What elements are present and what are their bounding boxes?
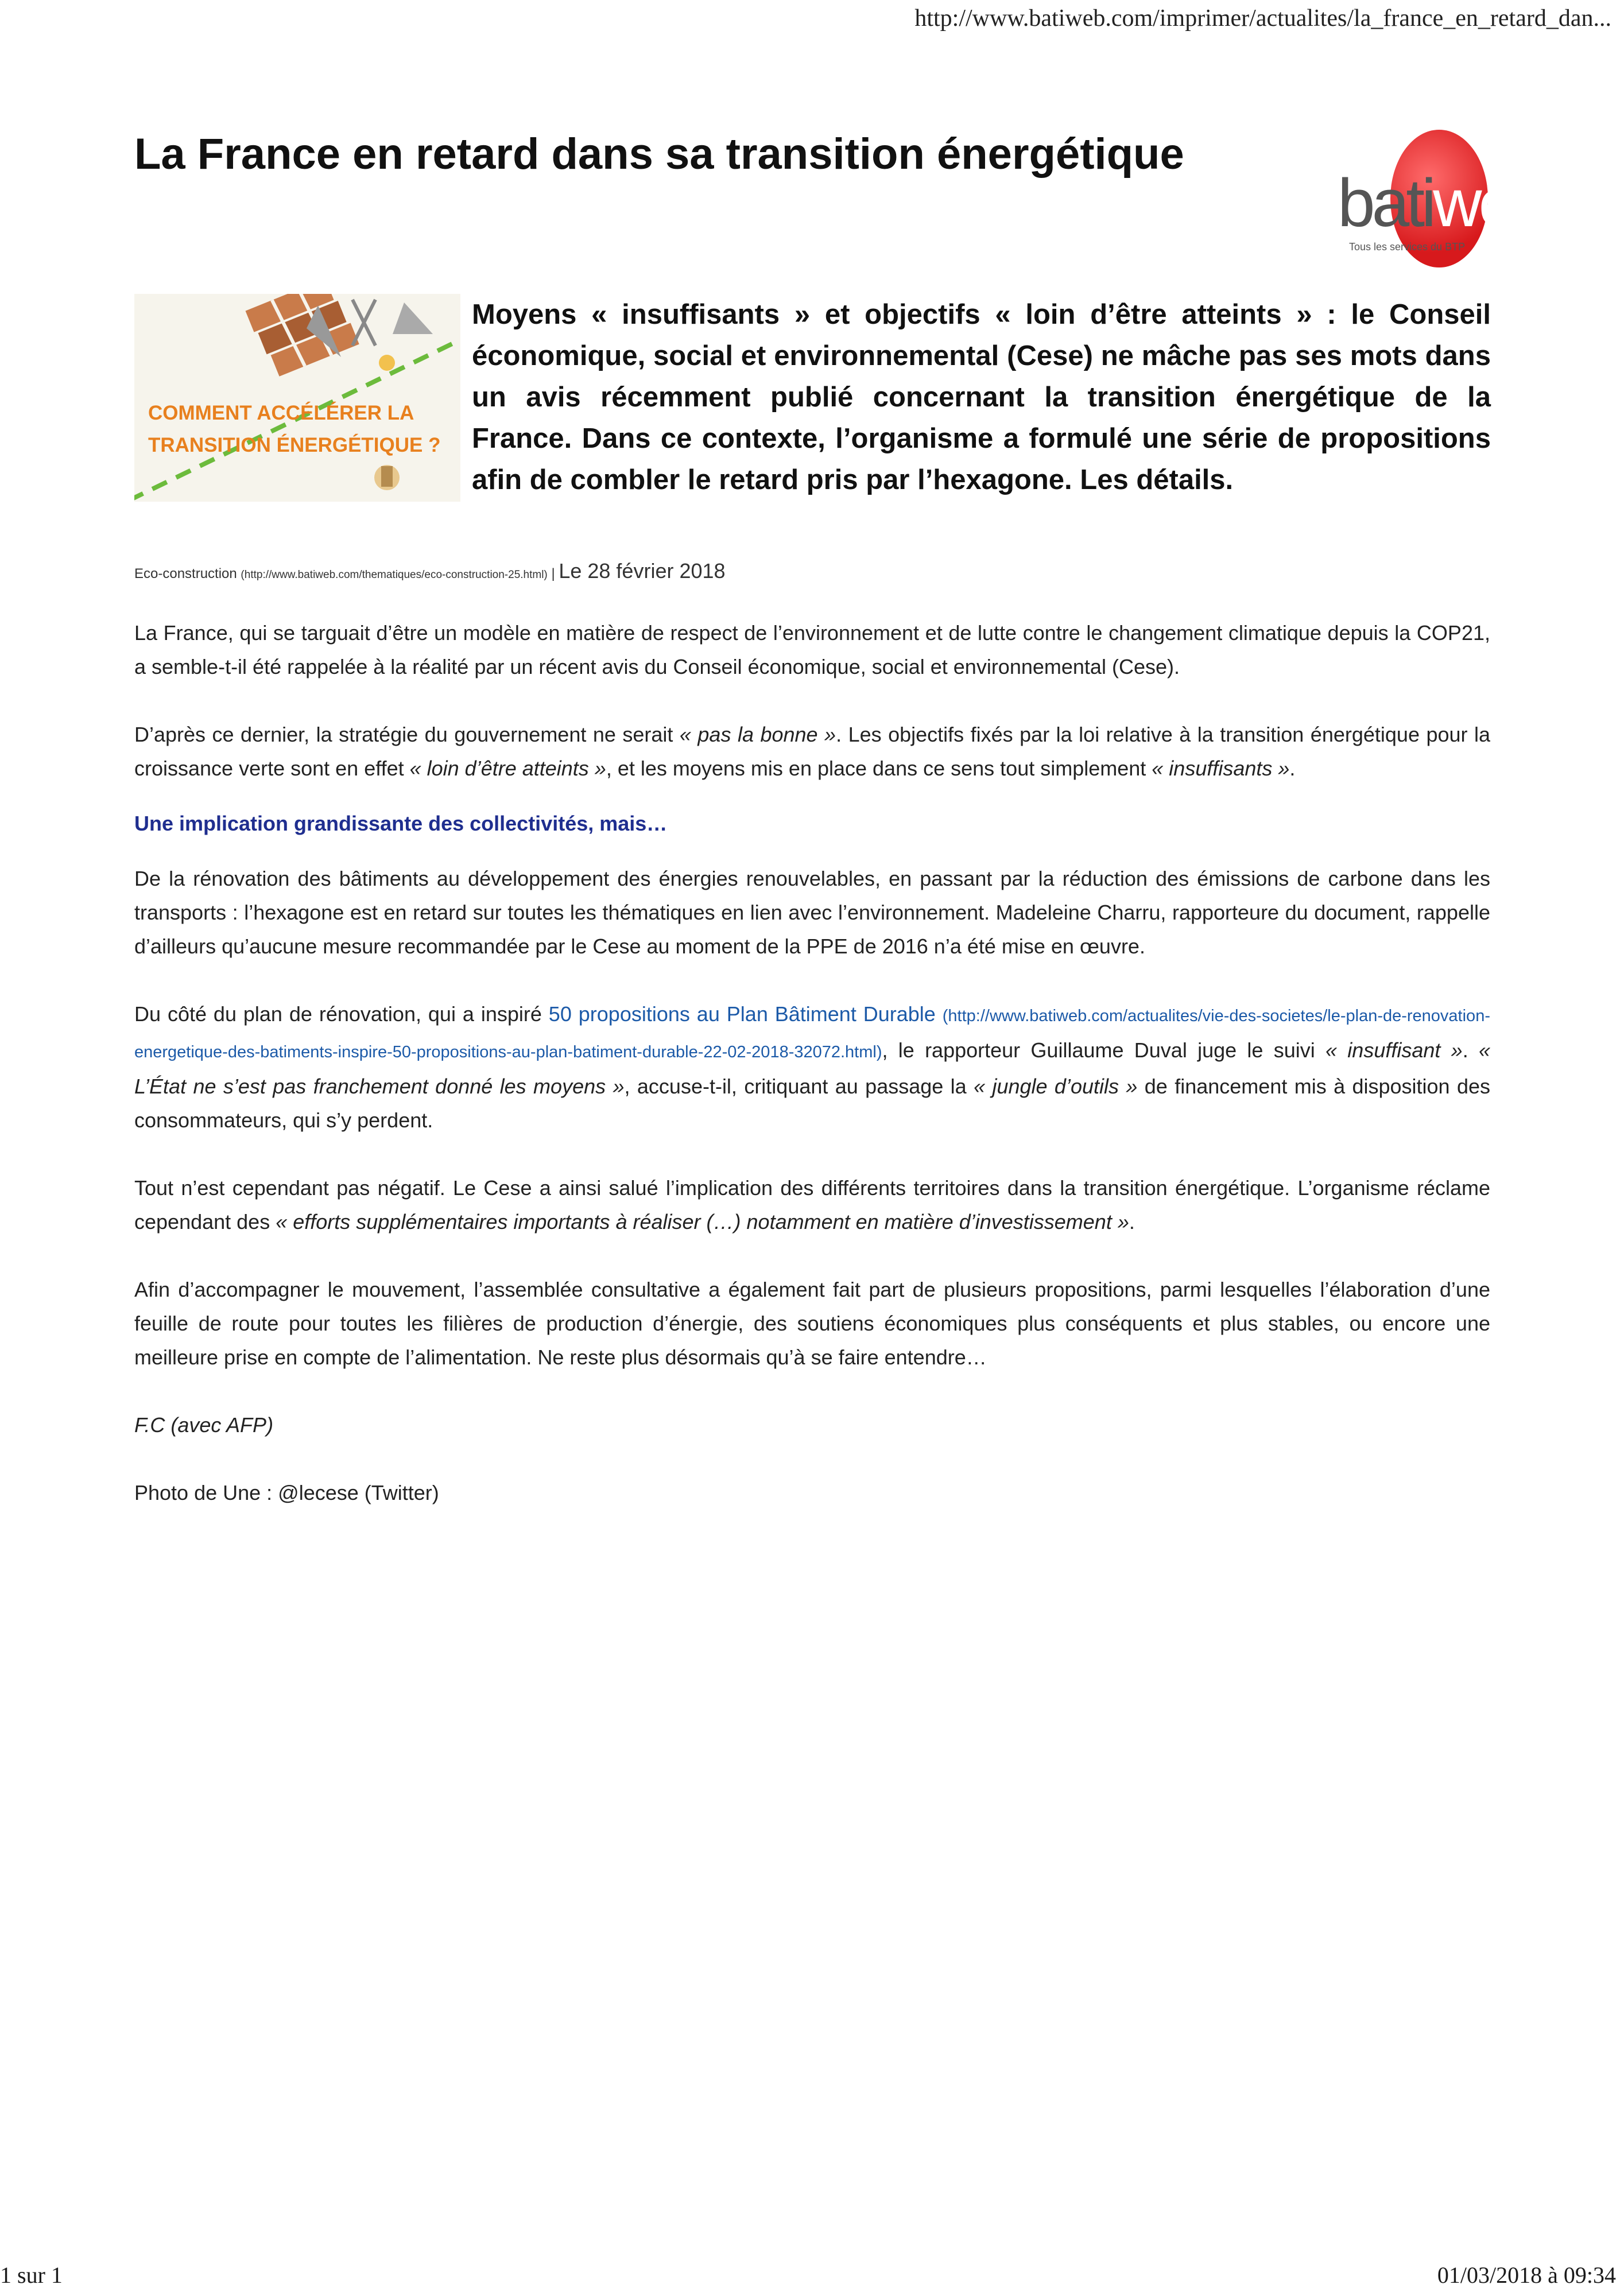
hero-caption-line2: TRANSITION ÉNERGÉTIQUE ? — [148, 434, 441, 456]
article-body — [134, 616, 1490, 1543]
p4-text-f: , accuse-t-il, critiquant au passage la — [624, 1075, 974, 1098]
p5-text-a: Tout n’est cependant pas négatif. Le Cese a ainsi salué l’implication des différents territoires dans la transition énergétique. L’organisme réclame cependant des — [134, 1176, 1490, 1234]
meta-separator: | — [551, 566, 555, 581]
p4-quote-2: « L’État ne s’est pas franchement donné les moyens » — [134, 1038, 1491, 1098]
p2-text-c: . Les objectifs fixés par la loi relative à la transition énergétique pour la croissance verte sont en effet — [134, 723, 1491, 780]
p4-text-h: de financement mis à disposition des consommateurs, qui s’y perdent. — [134, 1075, 1490, 1132]
p4-text-b: , le rapporteur Guillaume Duval juge le suivi — [882, 1038, 1326, 1062]
paragraph-2 — [134, 718, 1490, 785]
p2-quote-2: « loin d’être atteints » — [409, 757, 606, 780]
paragraph-1: La France, qui se targuait d’être un modèle en matière de respect de l’environnement et de lutte contre le changement climatique depuis la COP21, a semble-t-il été rappelée à la réalité par un récent avis du Conseil économique, social et environnemental (Cese). — [134, 621, 1490, 678]
paragraph-5 — [134, 1171, 1490, 1239]
article-date: Le 28 février 2018 — [559, 559, 726, 583]
logo-tagline: Tous les services du BTP — [1349, 241, 1466, 253]
p2-quote-1: « pas la bonne » — [679, 723, 836, 746]
article-title: La France en retard dans sa transition énergétique — [134, 130, 1184, 179]
hero-image — [134, 294, 460, 502]
logo-wordmark — [1338, 164, 1547, 242]
paragraph-6: Afin d’accompagner le mouvement, l’assemblée consultative a également fait part de plusieurs propositions, parmi lesquelles l’élaboration d’une feuille de route pour toutes les filières de production d’énergie, des soutiens économiques plus conséquents et plus stables, ou encore une meilleure prise en compte de l’alimentation. Ne reste plus désormais qu’à se faire entendre… — [134, 1278, 1490, 1369]
p2-text-a: D’après ce dernier, la stratégie du gouvernement ne serait — [134, 723, 680, 746]
hero-caption — [148, 397, 458, 461]
p2-text-g: . — [1289, 757, 1296, 780]
author-name: F.C (avec AFP) — [134, 1413, 274, 1437]
p4-quote-3: « jungle d’outils » — [974, 1075, 1138, 1098]
p4-quote-1: « insuffisant » — [1325, 1038, 1463, 1062]
print-timestamp: 01/03/2018 à 09:34 — [1437, 2262, 1616, 2288]
category-link[interactable] — [134, 566, 548, 581]
p5-quote: « efforts supplémentaires importants à réaliser (…) notamment en matière d’investissement » — [276, 1210, 1129, 1234]
logo-word-bati: bati — [1338, 165, 1433, 241]
category-name: Eco-construction — [134, 566, 237, 581]
p4-text-d: . — [1462, 1038, 1479, 1062]
print-url: http://www.batiweb.com/imprimer/actualites/la_france_en_retard_dan... — [914, 5, 1611, 32]
section-subheading: Une implication grandissante des collectivités, mais… — [134, 812, 668, 835]
p2-quote-3: « insuffisants » — [1152, 757, 1290, 780]
logo-word-web: web — [1433, 165, 1547, 241]
article-meta — [134, 559, 726, 583]
author-credit — [134, 1408, 1490, 1442]
page-count: 1 sur 1 — [0, 2262, 63, 2288]
paragraph-4 — [134, 997, 1490, 1137]
category-url: (http://www.batiweb.com/thematiques/eco-construction-25.html) — [241, 569, 548, 581]
p4-text-a: Du côté du plan de rénovation, qui a inspiré — [134, 1002, 549, 1026]
batiweb-logo[interactable] — [1338, 126, 1547, 270]
p5-text-c: . — [1129, 1210, 1135, 1234]
plan-batiment-link-text: 50 propositions au Plan Bâtiment Durable — [548, 1002, 936, 1026]
paragraph-3: De la rénovation des bâtiments au développement des énergies renouvelables, en passant par la réduction des émissions de carbone dans les transports : l’hexagone est en retard sur toutes les thématiques en lien avec l’environnement. Madeleine Charru, rapporteure du document, rappelle d’ailleurs qu’aucune mesure recommandée par le Cese au moment de la PPE de 2016 n’a été mise en œuvre. — [134, 867, 1490, 958]
photo-credit: Photo de Une : @lecese (Twitter) — [134, 1481, 439, 1504]
article-lead: Moyens « insuffisants » et objectifs « loin d’être atteints » : le Conseil économique, social et environnemental (Cese) ne mâche pas ses mots dans un avis récemment publié concernant la transition énergétique de la France. Dans ce contexte, l’organisme a formulé une série de propositions afin de combler le retard pris par l’hexagone. Les détails. — [472, 299, 1491, 495]
p2-text-e: , et les moyens mis en place dans ce sens tout simplement — [606, 757, 1152, 780]
hero-caption-line1: COMMENT ACCÉLÉRER LA — [148, 402, 414, 424]
plan-batiment-link-url: (http://www.batiweb.com/actualites/vie-des-societes/le-plan-de-renovation-energetique-des-batiments-inspire-50-propositions-au-plan-batiment-durable-22-02-2018-32072.html) — [134, 1007, 1490, 1061]
